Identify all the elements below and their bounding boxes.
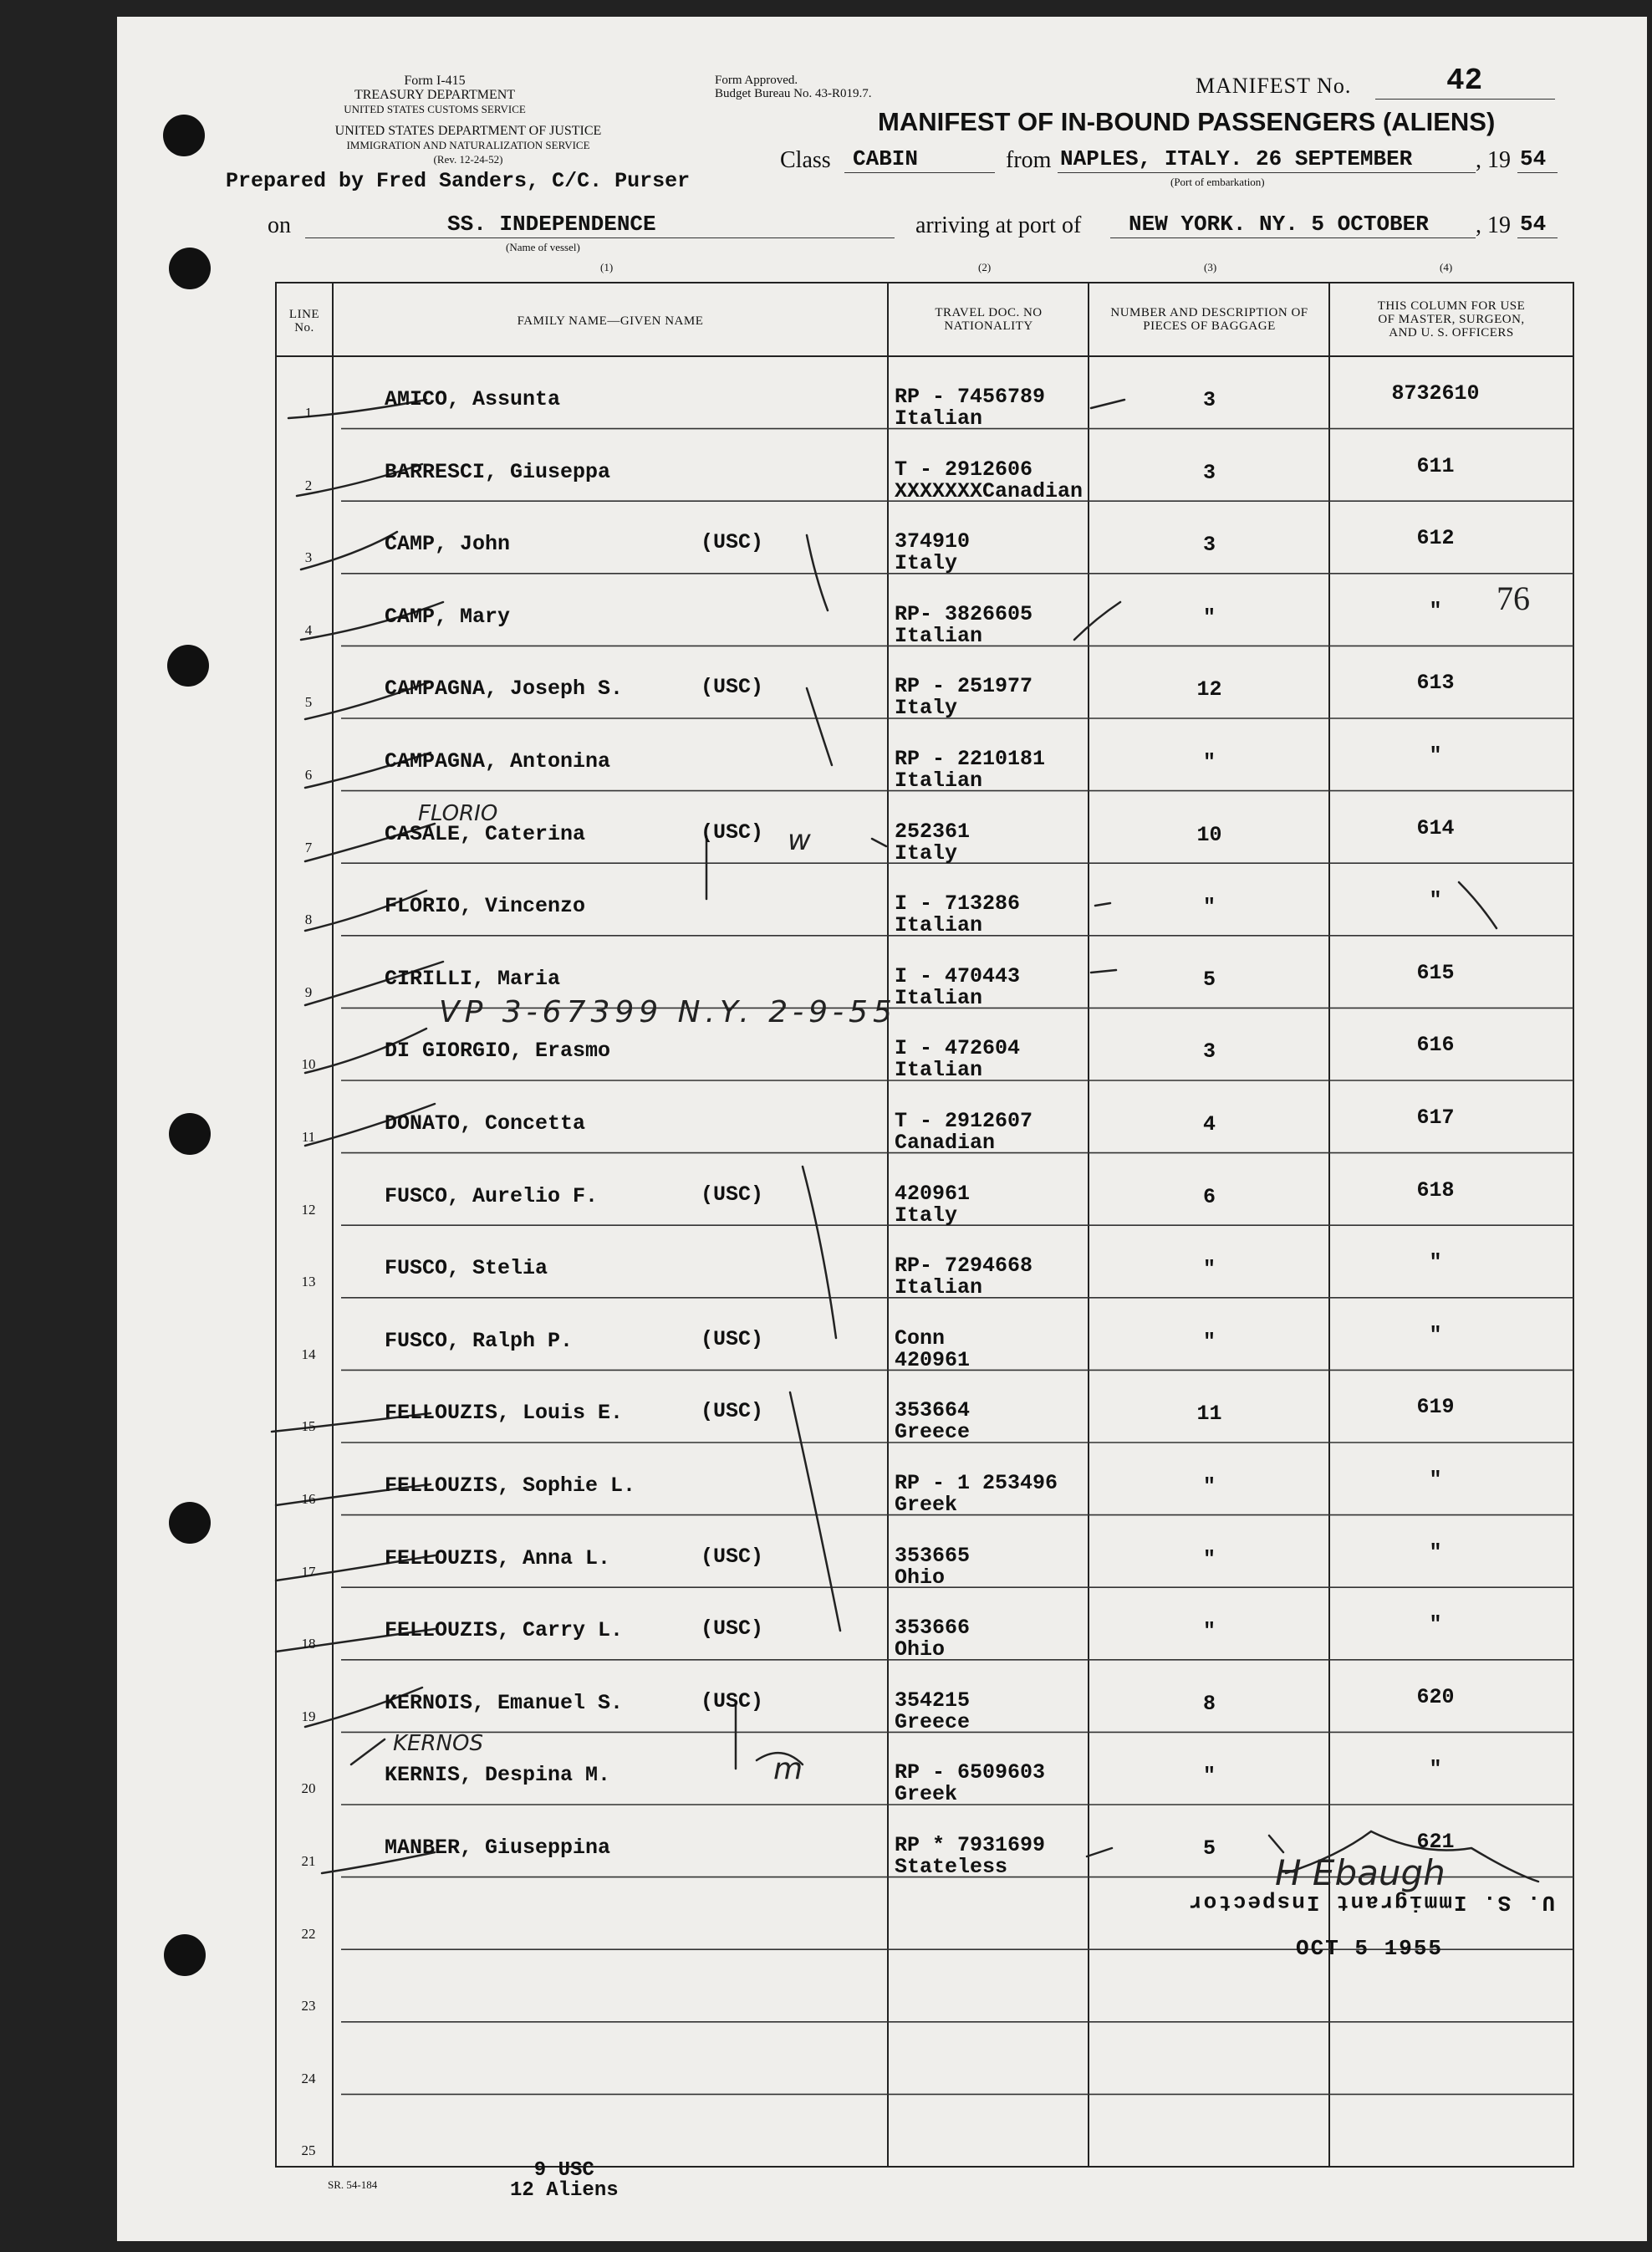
officer-entry: 614 [1416,815,1455,840]
passenger-name: FUSCO, Stelia [385,1256,548,1281]
form-approved: Form Approved. [715,74,798,87]
travel-doc: 252361 [895,819,971,844]
baggage-count: " [1202,1764,1216,1789]
row-line-number: 15 [301,1418,316,1435]
baggage-count: " [1202,1474,1216,1499]
passenger-name: BARRESCI, Giuseppa [385,459,611,484]
travel-doc: 354215 [895,1688,971,1713]
officer-entry: " [1429,1612,1442,1637]
baggage-count: 5 [1202,1836,1216,1861]
footer-totals [510,2161,619,2201]
travel-doc: T - 2912606 [895,457,1033,482]
row-line-number: 14 [301,1346,316,1362]
row-line-number: 25 [301,2142,316,2159]
nationality: Italian [895,913,983,938]
date-stamp: OCT 5 1955 [1296,1936,1444,1961]
passenger-name: FELLOUZIS, Louis E. [385,1401,624,1426]
travel-doc: 353664 [895,1398,971,1423]
passenger-name: FELLOUZIS, Sophie L. [385,1473,636,1498]
passenger-name: DI GIORGIO, Erasmo [385,1039,611,1064]
row-line-number: 2 [304,477,313,493]
travel-doc: 353666 [895,1616,971,1641]
travel-doc: RP - 2210181 [895,747,1046,771]
passenger-name: CASALE, Caterina [385,821,586,846]
handwritten-kernos: KERNOS [393,1731,483,1756]
nationality: XXXXXXXCanadian [895,478,1083,503]
column-number: (1) [600,261,614,273]
year-prefix: , 19 [1476,212,1511,238]
class-value: CABIN [853,146,919,171]
travel-doc: RP - 1 253496 [895,1471,1058,1495]
nationality: Italian [895,1275,983,1300]
officer-entry: " [1429,1468,1442,1492]
usc-mark: (USC) [701,1326,764,1351]
baggage-count: " [1202,1329,1216,1354]
passenger-name: CAMP, Mary [385,604,511,629]
nationality: Italy [895,840,958,866]
row-line-number: 5 [304,694,313,711]
travel-doc: I - 470443 [895,963,1021,988]
travel-doc: T - 2912607 [895,1109,1033,1133]
nationality: Ohio [895,1637,946,1662]
baggage-count: 3 [1202,460,1216,485]
baggage-count: 10 [1196,822,1222,847]
arriving-label: arriving at port of [915,212,1082,238]
manifest-title: MANIFEST OF IN-BOUND PASSENGERS (ALIENS) [878,107,1496,136]
col-header-doc: TRAVEL DOC. NO NATIONALITY [935,306,1043,333]
passenger-name: FELLOUZIS, Carry L. [385,1618,624,1643]
embark-caption: (Port of embarkation) [1170,176,1265,188]
row-line-number: 23 [301,1998,316,2015]
row-line-number: 18 [301,1636,316,1652]
row-line-number: 6 [304,767,313,783]
nationality: Italian [895,769,983,793]
row-line-number: 4 [304,621,313,638]
column-number: (4) [1440,261,1453,273]
officer-entry: 620 [1416,1684,1455,1709]
arrival-value: NEW YORK. NY. 5 OCTOBER [1129,212,1429,237]
officer-entry: " [1429,1250,1442,1275]
row-line-number: 24 [301,2070,316,2086]
inspector-stamp: U. S. Immigrant Inspector [1187,1890,1556,1915]
travel-doc: RP * 7931699 [895,1833,1046,1857]
nationality: Stateless [895,1855,1008,1879]
handwritten-vp-note: VP 3-67399 N.Y. 2-9-55 [439,995,897,1029]
travel-doc: RP - 7456789 [895,385,1046,409]
nationality: Italian [895,1058,983,1083]
manifest-no-label: MANIFEST No. [1196,74,1352,98]
passenger-name: KERNOIS, Emanuel S. [385,1690,624,1715]
nationality: Canadian [895,1131,996,1155]
row-line-number: 22 [301,1925,316,1942]
officer-entry: 8732610 [1391,381,1480,406]
baggage-count: " [1202,1257,1216,1282]
officer-entry: 616 [1416,1033,1455,1058]
travel-doc: 420961 [895,1181,971,1206]
passenger-name: CIRILLI, Maria [385,966,561,991]
manifest-no-value: 42 [1446,64,1483,98]
vessel-value: SS. INDEPENDENCE [447,212,656,237]
row-line-number: 8 [304,912,313,928]
nationality: Greece [895,1420,971,1445]
row-line-number: 21 [301,1853,316,1869]
total-aliens: 12 Aliens [510,2179,619,2202]
row-line-number: 13 [301,1274,316,1290]
officer-entry: 613 [1416,671,1455,696]
handwritten-m: m [773,1752,803,1786]
travel-doc: Conn [895,1325,946,1351]
year-suffix: 54 [1520,146,1547,171]
col-header-baggage: NUMBER AND DESCRIPTION OF PIECES OF BAGGAGE [1110,306,1308,333]
from-label: from [1006,147,1052,173]
officer-entry: " [1429,598,1442,623]
row-line-number: 1 [304,405,313,421]
row-line-number: 12 [301,1201,316,1218]
officer-entry: 617 [1416,1106,1455,1130]
passenger-name: MANBER, Giuseppina [385,1836,611,1860]
travel-doc: 374910 [895,529,971,554]
usc-mark: (USC) [701,820,764,845]
passenger-name: KERNIS, Despina M. [385,1763,611,1788]
baggage-count: 3 [1202,533,1216,558]
year-prefix: , 19 [1476,147,1511,173]
on-label: on [268,212,291,238]
revision: (Rev. 12-24-52) [433,153,503,166]
nationality: Greece [895,1709,971,1734]
officer-entry: " [1429,888,1442,913]
nationality: Italian [895,406,983,431]
class-label: Class [780,147,831,173]
officer-entry: " [1429,1540,1442,1565]
usc-mark: (USC) [701,1616,764,1642]
officer-entry: 612 [1416,526,1455,551]
footer-sr: SR. 54-184 [328,2178,378,2191]
row-line-number: 9 [304,983,313,1000]
baggage-count: 12 [1196,677,1222,702]
passenger-name: FLORIO, Vincenzo [385,894,586,919]
row-line-number: 3 [304,549,313,566]
baggage-count: 8 [1202,1691,1216,1716]
baggage-count: 5 [1202,967,1216,992]
col-header-officers: THIS COLUMN FOR USE OF MASTER, SURGEON, AND U. S. OFFICERS [1377,299,1526,340]
handwritten-florio: FLORIO [418,801,498,826]
ins-service: IMMIGRATION AND NATURALIZATION SERVICE [346,139,590,151]
nationality: Ohio [895,1565,946,1590]
travel-doc: I - 472604 [895,1036,1021,1061]
nationality: Italy [895,1203,958,1228]
col-header-line: LINE No. [288,308,320,334]
row-line-number: 11 [301,1129,316,1145]
usc-mark: (USC) [701,675,764,700]
nationality: Greek [895,1493,958,1517]
officer-entry: 615 [1416,960,1455,985]
prepared-by: Prepared by Fred Sanders, C/C. Purser [226,169,691,193]
travel-doc: 353665 [895,1543,971,1568]
passenger-name: FELLOUZIS, Anna L. [385,1545,611,1570]
row-line-number: 20 [301,1780,316,1797]
usc-mark: (USC) [701,1182,764,1207]
baggage-count: " [1202,1619,1216,1644]
baggage-count: 4 [1202,1112,1216,1136]
officer-entry: 619 [1416,1395,1455,1420]
form-number: Form I-415 [404,74,466,88]
officer-entry: 611 [1416,453,1455,478]
travel-doc: I - 713286 [895,891,1021,917]
handwritten-w: w [788,824,811,857]
usc-mark: (USC) [701,530,764,555]
travel-doc: RP - 251977 [895,674,1033,699]
travel-doc: RP - 6509603 [895,1760,1046,1785]
officer-entry: 621 [1416,1830,1455,1854]
nationality: 420961 [895,1347,971,1372]
year-suffix: 54 [1520,212,1547,237]
baggage-count: 11 [1196,1402,1222,1427]
officer-entry: 618 [1416,1177,1455,1203]
baggage-count: 6 [1202,1184,1216,1209]
service: UNITED STATES CUSTOMS SERVICE [344,103,526,115]
inspector-signature: H Ebaugh [1275,1852,1446,1893]
passenger-name: AMICO, Assunta [385,387,561,411]
passenger-name: FUSCO, Aurelio F. [385,1183,599,1208]
nationality: Italian [895,623,983,648]
officer-entry: " [1429,1322,1442,1347]
nationality: Italy [895,696,958,721]
baggage-count: " [1202,750,1216,774]
passenger-name: DONATO, Concetta [385,1111,586,1136]
nationality: Italy [895,551,958,576]
stamp-76: 76 [1496,580,1530,617]
usc-mark: (USC) [701,1544,764,1569]
baggage-count: 3 [1202,1039,1216,1065]
passenger-name: CAMPAGNA, Joseph S. [385,677,624,702]
usc-mark: (USC) [701,1399,764,1424]
embark-value: NAPLES, ITALY. 26 SEPTEMBER [1060,146,1413,171]
baggage-count: " [1202,1546,1216,1571]
travel-doc: RP- 3826605 [895,601,1033,626]
budget-number: Budget Bureau No. 43-R019.7. [715,87,872,100]
row-line-number: 7 [304,839,313,855]
col-header-name: FAMILY NAME—GIVEN NAME [517,314,704,328]
passenger-name: CAMPAGNA, Antonina [385,749,611,774]
row-line-number: 17 [301,1563,316,1580]
nationality: Greek [895,1782,958,1807]
column-number: (2) [978,261,992,273]
passenger-name: FUSCO, Ralph P. [385,1328,574,1353]
department: TREASURY DEPARTMENT [354,88,516,102]
officer-entry: " [1429,743,1442,768]
total-usc: 9 USC [533,2159,594,2182]
baggage-count: " [1202,605,1216,630]
baggage-count: " [1202,895,1216,920]
column-number: (3) [1204,261,1217,273]
passenger-name: CAMP, John [385,532,511,557]
usc-mark: (USC) [701,1688,764,1713]
nationality: Italian [895,985,983,1010]
row-line-number: 10 [301,1056,316,1073]
vessel-caption: (Name of vessel) [506,241,580,253]
baggage-count: 3 [1202,388,1216,412]
travel-doc: RP- 7294668 [895,1254,1033,1279]
officer-entry: " [1429,1757,1442,1782]
row-line-number: 19 [301,1708,316,1724]
justice-dept: UNITED STATES DEPARTMENT OF JUSTICE [334,124,602,138]
row-line-number: 16 [301,1491,316,1507]
